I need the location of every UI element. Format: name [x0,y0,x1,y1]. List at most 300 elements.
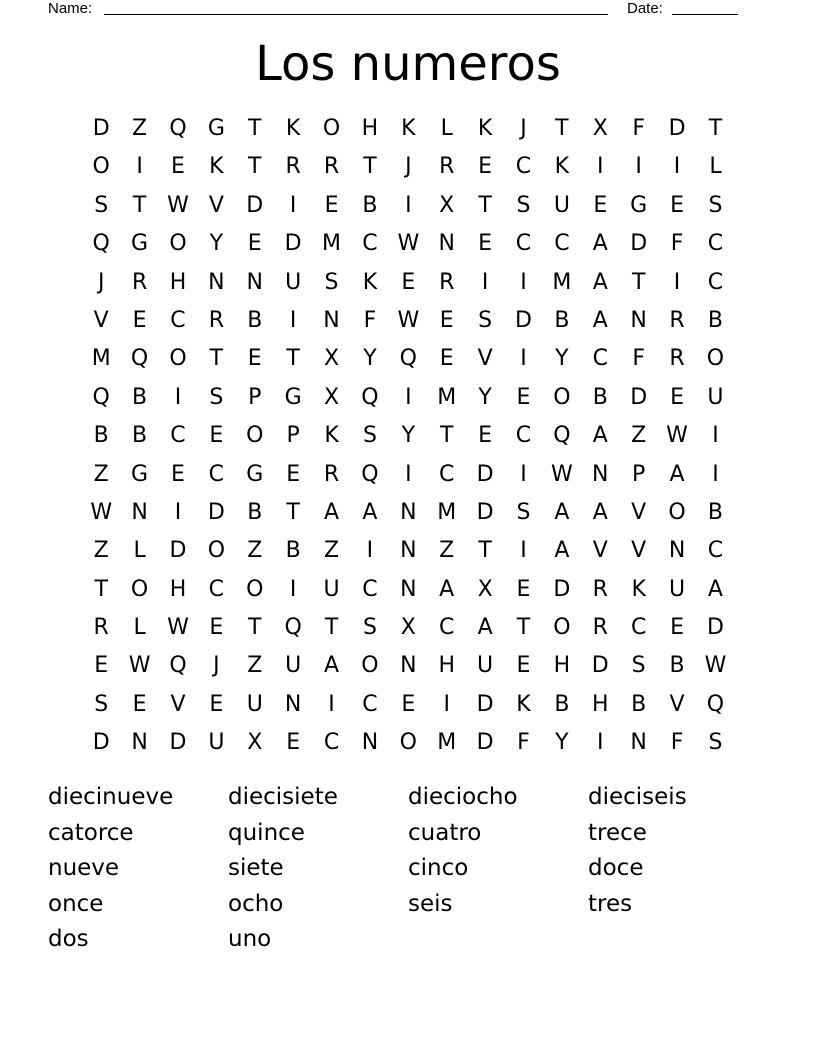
grid-row [82,494,735,532]
grid-letter[interactable]: B [132,423,148,449]
grid-letter[interactable]: D [476,691,494,717]
word-list-item: dieciseis [588,784,687,810]
grid-letter[interactable]: A [554,538,570,564]
grid-letter[interactable]: A [324,653,340,679]
grid-letter[interactable]: E [516,384,531,410]
grid-letter[interactable]: Q [361,461,379,487]
grid-letter[interactable]: B [132,384,148,410]
grid-letter[interactable]: R [131,269,148,295]
grid-letter[interactable]: M [322,231,342,257]
grid-letter[interactable]: I [597,154,604,180]
grid-letter[interactable]: V [93,307,109,333]
grid-letter[interactable]: R [592,615,608,641]
grid-letter[interactable]: K [516,691,531,717]
word-list-item: uno [228,926,272,953]
grid-letter[interactable]: L [709,154,722,180]
grid-letter[interactable]: T [248,615,262,641]
grid-letter[interactable]: X [324,346,340,372]
grid-letter[interactable]: C [362,576,378,602]
grid-letter[interactable]: F [517,730,530,756]
grid-letter[interactable]: I [405,384,412,410]
grid-letter[interactable]: C [439,615,455,641]
grid-letter[interactable]: N [668,538,686,564]
grid-letter[interactable]: E [401,269,416,295]
grid-letter[interactable]: K [401,116,416,141]
grid-letter[interactable]: N [400,499,417,525]
grid-letter[interactable]: Z [132,116,148,141]
grid-letter[interactable]: Z [439,538,455,564]
grid-letter[interactable]: A [554,499,570,525]
grid-letter[interactable]: C [208,576,225,602]
grid-letter[interactable]: U [323,576,340,602]
grid-row [82,686,735,724]
grid-letter[interactable]: E [132,307,147,333]
grid-letter[interactable]: H [438,653,455,679]
grid-letter[interactable]: A [592,231,608,257]
grid-letter[interactable]: K [209,154,224,180]
grid-letter[interactable]: Q [169,653,187,679]
grid-letter[interactable]: E [324,192,339,218]
grid-letter[interactable]: E [209,615,224,641]
grid-letter[interactable]: S [94,691,109,717]
grid-letter[interactable]: D [476,461,494,487]
grid-letter[interactable]: A [324,499,340,525]
grid-letter[interactable]: A [439,576,455,602]
grid-letter[interactable]: D [515,307,532,333]
grid-letter[interactable]: E [94,653,109,679]
grid-letter[interactable]: E [247,346,262,372]
grid-letter[interactable]: G [131,461,149,487]
grid-letter[interactable]: I [174,499,182,525]
grid-letter[interactable]: S [516,499,531,525]
grid-letter[interactable]: E [132,691,147,717]
grid-letter[interactable]: T [248,154,262,180]
grid-letter[interactable]: Y [363,346,377,372]
grid-letter[interactable]: E [209,423,224,449]
grid-letter[interactable]: I [366,538,374,564]
grid-letter[interactable]: I [635,154,642,180]
grid-letter[interactable]: D [169,730,187,756]
grid-letter[interactable]: T [516,615,531,641]
grid-letter[interactable]: U [477,653,494,679]
grid-letter[interactable]: W [167,192,189,218]
grid-letter[interactable]: Z [93,461,109,487]
grid-letter[interactable]: W [551,461,573,487]
grid-letter[interactable]: R [323,461,340,487]
grid-letter[interactable]: S [94,192,109,218]
grid-letter[interactable]: U [246,691,263,717]
grid-letter[interactable]: V [477,346,493,372]
grid-letter[interactable]: Q [92,231,110,257]
grid-letter[interactable]: W [397,307,420,333]
grid-letter[interactable]: X [247,730,263,756]
date-field[interactable] [672,0,738,15]
grid-letter[interactable]: U [553,192,570,218]
grid-letter[interactable]: Y [478,384,492,410]
grid-letter[interactable]: C [170,423,186,449]
grid-letter[interactable]: G [246,461,264,487]
grid-letter[interactable]: E [286,730,301,756]
grid-letter[interactable]: T [286,346,300,372]
grid-letter[interactable]: E [209,691,224,717]
grid-letter[interactable]: D [169,538,187,564]
grid-letter[interactable]: C [515,423,532,449]
grid-letter[interactable]: G [131,231,149,257]
grid-letter[interactable]: N [630,307,647,333]
grid-letter[interactable]: O [246,423,264,449]
grid-letter[interactable]: Y [401,423,416,449]
grid-letter[interactable]: O [668,499,686,525]
grid-letter[interactable]: G [207,116,225,141]
grid-letter[interactable]: P [248,384,262,410]
grid-letter[interactable]: W [128,653,151,679]
grid-letter[interactable]: T [248,116,262,141]
grid-letter[interactable]: I [481,269,489,295]
grid-letter[interactable]: E [516,653,531,679]
grid-letter[interactable]: V [592,538,608,564]
grid-letter[interactable]: V [208,192,224,218]
grid-letter[interactable]: V [631,538,647,564]
grid-letter[interactable]: F [670,231,684,257]
grid-letter[interactable]: Z [247,538,263,564]
grid-letter[interactable]: D [476,499,494,525]
grid-letter[interactable]: L [440,116,453,141]
grid-letter[interactable]: N [131,499,148,525]
grid-letter[interactable]: J [405,154,412,180]
grid-letter[interactable]: I [289,576,297,602]
grid-letter[interactable]: I [289,307,297,333]
grid-letter[interactable]: V [669,691,685,717]
grid-letter[interactable]: B [707,499,723,525]
grid-letter[interactable]: S [324,269,339,295]
grid-letter[interactable]: D [246,192,264,218]
grid-letter[interactable]: E [401,691,416,717]
grid-letter[interactable]: R [439,154,455,180]
grid-letter[interactable]: V [170,691,186,717]
grid-letter[interactable]: N [400,576,417,602]
grid-letter[interactable]: X [324,384,340,410]
grid-letter[interactable]: M [437,499,457,525]
grid-letter[interactable]: B [247,499,263,525]
grid-letter[interactable]: T [324,615,339,641]
grid-letter[interactable]: X [477,576,493,602]
grid-letter[interactable]: T [555,116,569,141]
grid-letter[interactable]: L [133,615,146,641]
grid-letter[interactable]: V [631,499,647,525]
grid-letter[interactable]: S [209,384,224,410]
grid-letter[interactable]: I [520,346,527,372]
grid-letter[interactable]: U [285,269,302,295]
grid-letter[interactable]: Q [399,346,417,372]
grid-letter[interactable]: Q [169,116,187,141]
grid-letter[interactable]: T [94,576,108,602]
grid-letter[interactable]: B [362,192,378,218]
grid-letter[interactable]: E [439,346,454,372]
grid-letter[interactable]: C [323,730,340,756]
grid-letter[interactable]: Q [92,384,110,410]
grid-letter[interactable]: D [668,116,686,141]
grid-letter[interactable]: I [405,192,412,218]
grid-letter[interactable]: O [169,231,187,257]
grid-letter[interactable]: S [516,192,531,218]
grid-letter[interactable]: E [516,576,531,602]
grid-letter[interactable]: S [708,730,723,756]
grid-letter[interactable]: I [712,423,719,449]
grid-letter[interactable]: X [439,192,455,218]
grid-letter[interactable]: T [209,346,224,372]
grid-letter[interactable]: E [286,461,301,487]
grid-letter[interactable]: N [400,653,417,679]
grid-letter[interactable]: D [591,653,609,679]
grid-letter[interactable]: A [592,423,608,449]
grid-letter[interactable]: X [592,116,608,141]
grid-letter[interactable]: E [670,384,684,410]
grid-letter[interactable]: I [328,691,335,717]
grid-letter[interactable]: N [131,730,148,756]
grid-letter[interactable]: E [247,231,262,257]
grid-letter[interactable]: E [670,192,684,218]
grid-letter[interactable]: B [93,423,109,449]
grid-letter[interactable]: B [247,307,263,333]
grid-letter[interactable]: C [707,231,724,257]
grid-letter[interactable]: K [554,154,570,180]
grid-letter[interactable]: C [515,231,532,257]
grid-letter[interactable]: C [707,538,724,564]
grid-letter[interactable]: Z [324,538,340,564]
grid-letter[interactable]: E [171,461,185,487]
grid-letter[interactable]: H [169,576,187,602]
grid-letter[interactable]: W [90,499,113,525]
header [48,0,740,18]
grid-letter[interactable]: Q [706,691,725,717]
grid-letter[interactable]: D [92,730,110,756]
grid-letter[interactable]: Z [93,538,109,564]
grid-letter[interactable]: L [133,538,146,564]
grid-letter[interactable]: P [286,423,300,449]
grid-letter[interactable]: B [592,384,608,410]
grid-letter[interactable]: K [324,423,339,449]
grid-letter[interactable]: U [285,653,302,679]
grid-letter[interactable]: A [669,461,685,487]
grid-letter[interactable]: T [132,192,147,218]
grid-letter[interactable]: E [171,154,185,180]
grid-letter[interactable]: S [478,307,493,333]
grid-letter[interactable]: T [708,116,723,141]
grid-letter[interactable]: Y [209,231,224,257]
grid-letter[interactable]: Q [130,346,149,372]
grid-letter[interactable]: N [592,461,609,487]
grid-letter[interactable]: S [362,615,377,641]
grid-letter[interactable]: Y [555,730,569,756]
grid-letter[interactable]: I [174,384,182,410]
grid-letter[interactable]: S [708,192,723,218]
grid-letter[interactable]: Z [247,653,263,679]
grid-letter[interactable]: I [289,192,297,218]
grid-letter[interactable]: Z [631,423,647,449]
grid-letter[interactable]: I [520,538,527,564]
grid-letter[interactable]: C [362,231,378,257]
word-list-item: siete [228,855,284,882]
word-list-item: seis [408,890,453,917]
grid-letter[interactable]: A [362,499,378,525]
grid-letter[interactable]: H [592,691,609,717]
grid-letter[interactable]: A [592,307,608,333]
grid-letter[interactable]: F [670,730,684,756]
grid-letter[interactable]: E [593,192,608,218]
grid-letter[interactable]: T [478,538,492,564]
grid-letter[interactable]: R [669,307,685,333]
grid-letter[interactable]: D [207,499,225,525]
grid-letter[interactable]: F [363,307,377,333]
grid-letter[interactable]: C [707,269,724,295]
grid-letter[interactable]: N [284,691,302,717]
grid-letter[interactable]: N [246,269,263,295]
grid-letter[interactable]: O [246,576,264,602]
grid-letter[interactable]: I [673,269,681,295]
grid-letter[interactable]: W [666,423,688,449]
grid-letter[interactable]: C [592,346,608,372]
grid-letter[interactable]: O [361,653,379,679]
grid-letter[interactable]: C [439,461,455,487]
grid-letter[interactable]: H [361,116,379,141]
grid-letter[interactable]: T [439,423,454,449]
grid-letter[interactable]: I [673,154,681,180]
grid-letter[interactable]: B [669,653,685,679]
grid-letter[interactable]: F [632,116,645,141]
grid-letter[interactable]: R [669,346,685,372]
grid-letter[interactable]: C [554,231,570,257]
grid-letter[interactable]: N [361,730,379,756]
grid-letter[interactable]: M [437,384,457,410]
grid-letter[interactable]: G [630,192,648,218]
grid-letter[interactable]: J [520,116,527,141]
grid-letter[interactable]: E [478,231,493,257]
grid-letter[interactable]: B [631,691,647,717]
grid-letter[interactable]: Q [553,423,571,449]
grid-letter[interactable]: X [400,615,416,641]
grid-letter[interactable]: T [286,499,300,525]
grid-letter[interactable]: D [630,231,648,257]
grid-letter[interactable]: R [439,269,455,295]
grid-letter[interactable]: C [630,615,647,641]
grid-letter[interactable]: E [670,615,684,641]
grid-row [82,187,735,225]
grid-letter[interactable]: C [170,307,186,333]
grid-letter[interactable]: O [553,384,571,410]
grid-letter[interactable]: Q [284,615,302,641]
grid-letter[interactable]: O [399,730,417,756]
grid-letter[interactable]: O [553,615,571,641]
grid-letter[interactable]: A [707,576,723,602]
grid-letter[interactable]: T [478,192,492,218]
grid-letter[interactable]: P [632,461,646,487]
grid-letter[interactable]: W [397,231,420,257]
grid-letter[interactable]: D [630,384,648,410]
grid-letter[interactable]: O [207,538,226,564]
grid-letter[interactable]: D [284,231,302,257]
grid-letter[interactable]: R [592,576,608,602]
grid-letter[interactable]: S [362,423,377,449]
grid-letter[interactable]: B [285,538,301,564]
grid-letter[interactable]: N [630,730,647,756]
grid-letter[interactable]: M [552,269,572,295]
grid-letter[interactable]: D [92,116,110,141]
grid-letter[interactable]: O [706,346,725,372]
name-field[interactable] [104,0,608,15]
grid-letter[interactable]: B [554,691,570,717]
grid-letter[interactable]: A [477,615,493,641]
grid-letter[interactable]: E [478,423,493,449]
grid-letter[interactable]: I [712,461,719,487]
grid-letter[interactable]: N [400,538,417,564]
grid-letter[interactable]: K [362,269,378,295]
grid-letter[interactable]: H [553,653,571,679]
grid-letter[interactable]: U [707,384,724,410]
grid-letter[interactable]: I [520,269,527,295]
grid-letter[interactable]: S [631,653,646,679]
grid-letter[interactable]: D [476,730,494,756]
grid-letter[interactable]: B [707,307,723,333]
grid-letter[interactable]: K [477,116,493,141]
grid-letter[interactable]: M [437,730,457,756]
grid-letter[interactable]: I [405,461,412,487]
grid-letter[interactable]: T [363,154,377,180]
grid-letter[interactable]: U [669,576,686,602]
grid-letter[interactable]: N [438,231,455,257]
grid-letter[interactable]: M [91,346,111,372]
grid-letter[interactable]: N [323,307,340,333]
grid-letter[interactable]: D [553,576,571,602]
grid-letter[interactable]: R [208,307,225,333]
grid-letter[interactable]: E [439,307,454,333]
grid-letter[interactable]: R [285,154,301,180]
grid-letter[interactable]: C [362,691,378,717]
grid-letter[interactable]: I [520,461,527,487]
grid-letter[interactable]: F [632,346,645,372]
grid-letter[interactable]: K [285,116,301,141]
grid-letter[interactable]: Q [361,384,379,410]
grid-letter[interactable]: A [592,499,608,525]
grid-letter[interactable]: Y [555,346,569,372]
grid-letter[interactable]: C [515,154,532,180]
grid-letter[interactable]: R [323,154,340,180]
grid-letter[interactable]: A [592,269,608,295]
grid-letter[interactable]: T [631,269,646,295]
grid-letter[interactable]: D [706,615,724,641]
grid-letter[interactable]: H [169,269,187,295]
grid-letter[interactable]: O [130,576,149,602]
grid-letter[interactable]: I [443,691,450,717]
grid-letter[interactable]: C [208,461,225,487]
grid-letter[interactable]: R [93,615,109,641]
grid-letter[interactable]: E [478,154,493,180]
grid-letter[interactable]: I [597,730,604,756]
grid-letter[interactable]: K [631,576,646,602]
grid-letter[interactable]: N [208,269,225,295]
grid-letter[interactable]: W [704,653,727,679]
grid-letter[interactable]: U [208,730,225,756]
grid-row [82,532,735,570]
grid-letter[interactable]: I [136,154,143,180]
grid-letter[interactable]: O [169,346,187,372]
grid-letter[interactable]: B [554,307,570,333]
grid-letter[interactable]: O [322,116,341,141]
grid-letter[interactable]: J [213,653,220,679]
grid-letter[interactable]: G [284,384,302,410]
grid-letter[interactable]: O [92,154,110,180]
grid-letter[interactable]: W [167,615,189,641]
grid-letter[interactable]: J [97,269,105,295]
